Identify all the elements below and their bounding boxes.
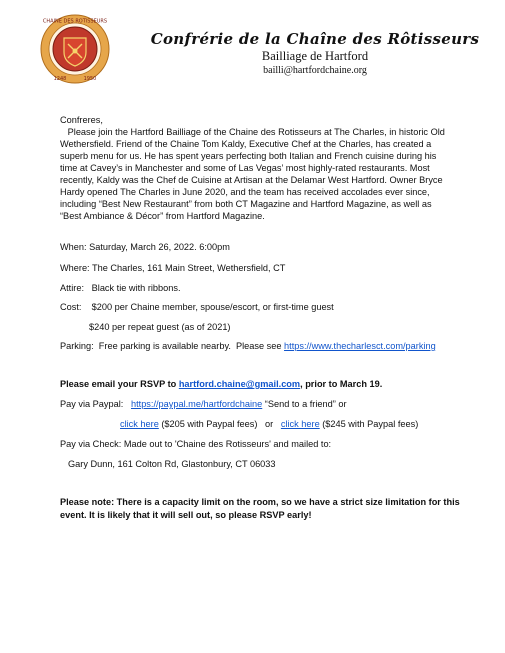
- org-subtitle: Bailliage de Hartford: [261, 49, 369, 63]
- intro-line: Wethersfield. Friend of the Chaine Tom Kaldy, Executive Chef at the Charles, has created a: [60, 139, 432, 149]
- intro-line: Please join the Hartford Bailliage of the Chaine des Rotisseurs at The Charles, in historic Old: [60, 127, 445, 137]
- click-here-245-link[interactable]: click here: [280, 419, 320, 429]
- paypal-options: [120, 418, 418, 430]
- intro-line: Hardy opened The Charles in June 2020, and the team has received accolades ever since,: [60, 187, 430, 197]
- event-when: When: Saturday, March 26, 2022. 6:00pm: [60, 242, 230, 252]
- paypal-prefix: Pay via Paypal:: [60, 399, 131, 409]
- intro-line: including “Best New Restaurant” from both CT Magazine and Hartford Magazine, as well as: [60, 199, 432, 209]
- intro-line: recently, Kaldy was the Chef de Cuisine at Artisan at the Delamar West Hartford. Owner Bryce: [60, 175, 443, 185]
- rsvp-prefix: Please email your RSVP to: [60, 379, 179, 389]
- parking-link[interactable]: https://www.thecharlesct.com/parking: [284, 341, 436, 351]
- event-cost: Cost: $200 per Chaine member, spouse/escort, or first-time guest: [60, 302, 334, 312]
- org-email: bailli@hartfordchaine.org: [263, 65, 367, 76]
- event-parking: [60, 340, 436, 352]
- intro-line: superb menu for us. He has spent years perfecting both Italian and French cuisine during his: [60, 151, 437, 161]
- letterhead: [140, 30, 490, 76]
- fee-245: ($245 with Paypal fees): [319, 419, 419, 429]
- check-line: Pay via Check: Made out to 'Chaine des Rotisseurs' and mailed to:: [60, 439, 332, 449]
- intro-line: “Best Ambiance & Décor” from Hartford Magazine.: [60, 211, 265, 221]
- intro-paragraph: [60, 126, 460, 222]
- seal-year-left: 1248: [53, 76, 67, 82]
- parking-text: Parking: Free parking is available nearby. Please see: [60, 341, 285, 351]
- capacity-note: Please note: There is a capacity limit on the room, so we have a strict size limitation for this event. It is likely that it will sell out, so please RSVP early!: [60, 497, 460, 520]
- intro-line: time at Cavey’s in Manchester and some of Las Vegas’ most highly-rated restaurants. Most: [60, 163, 430, 173]
- letter-body: [60, 114, 460, 222]
- event-attire: Attire: Black tie with ribbons.: [60, 283, 181, 293]
- click-here-205-link[interactable]: click here: [120, 419, 159, 429]
- seal-text: CHAINE DES ROTISSEURS: [42, 18, 108, 25]
- rsvp-email-link[interactable]: hartford.chaine@gmail.com: [178, 379, 301, 389]
- chaine-seal-logo: [40, 14, 110, 84]
- greeting: Confreres,: [60, 115, 103, 125]
- paypal-link[interactable]: https://paypal.me/hartfordchaine: [130, 399, 263, 409]
- org-title: Confrérie de la Chaîne des Rôtisseurs: [150, 30, 480, 48]
- event-cost-repeat: $240 per repeat guest (as of 2021): [89, 322, 231, 332]
- rsvp-line: [60, 378, 382, 390]
- seal-year-right: 1950: [83, 76, 97, 82]
- paypal-line: [60, 398, 347, 410]
- check-address: Gary Dunn, 161 Colton Rd, Glastonbury, CT 06033: [68, 459, 276, 469]
- rsvp-suffix: , prior to March 19.: [300, 379, 383, 389]
- paypal-suffix: “Send to a friend” or: [262, 399, 347, 409]
- event-where: Where: The Charles, 161 Main Street, Wethersfield, CT: [60, 263, 286, 273]
- fee-205: ($205 with Paypal fees) or: [158, 419, 281, 429]
